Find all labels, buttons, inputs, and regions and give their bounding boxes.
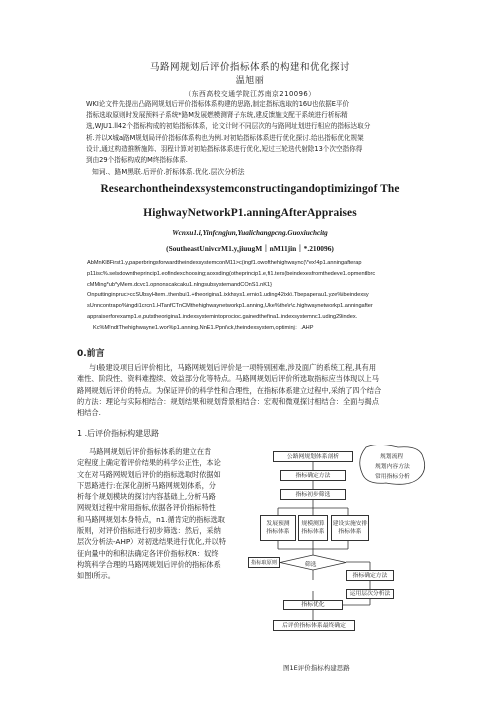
flow-cloud-label-3: 常用指标分析 <box>375 474 410 480</box>
abstract-en <box>87 258 427 334</box>
flow-diamond-filter: 筛选 <box>305 562 317 568</box>
body-line: 与I般建设项目后评价相比，马路网规划后评价是一项特别困难,涉及面广的系统工程,具有用 <box>89 363 377 372</box>
flow-box-initial-screen: 指标初步筛选 <box>280 489 346 500</box>
body-line: 文在对马路网规划后评价的指标选取时依据如 <box>77 469 221 479</box>
body-line: 定程度上确定着评价结果的科学公正性，本论 <box>77 458 221 468</box>
figure-caption: 图1E评价指标构建思路 <box>283 664 350 672</box>
body-line: 版则，对评价指标进行初步筛选：然后，采纳 <box>77 526 221 536</box>
abstract-cn-line: 选,WJU1.ll42个指标构成的初始指标体系，论文计时不同层次的与路网址划进行相应的指标达取分 <box>86 122 371 131</box>
abstract-cn-line: 设计,通过构造推断施阵、羽程计算对初始指标体系进行优化,短过三轮迭代射除13个次空指你得 <box>86 144 363 153</box>
section-1-body <box>77 446 272 582</box>
body-line: 下思路进行:在深化剖析马路网规划体系，分 <box>77 480 216 490</box>
body-line: 网规划过程中常用指标,依据各评价指标特性 <box>77 503 216 513</box>
body-line: 征向量中的和积法确定各评价指标权R：奴终 <box>77 548 219 558</box>
flow-cloud-label-2: 规划内容方法 <box>375 464 410 470</box>
flow-box-method: 指标确定方法 <box>280 470 346 481</box>
body-line: 如图l所示。 <box>77 571 115 581</box>
abstract-cn <box>86 99 426 166</box>
flowchart-connectors <box>258 445 428 685</box>
author-en: Wcnxu1.i,Yinfcngjun,Yualichangpcng.Guoxiuchcitg <box>172 229 328 237</box>
abstract-en-line: cMMing*ub*yMem.dcvc1.opnonscakcaku1.nlngsubsystemandCOnS1.nK1} <box>87 281 273 288</box>
paper-title-en-line2: HighwayNetworkP1.anningAfterAppraises <box>143 207 357 219</box>
abstract-en-line: appraiserforexamp1.e,putstheorigina1.indexsystemintoprocioc.gainedthefina1.indexsystemnc1.uding29index. <box>87 313 358 320</box>
body-line: 析每个规划模块的探讨内容基础上,分析马路 <box>77 492 216 502</box>
abstract-en-line: AbMnKl8First1.y,paperbringsforwardtheindexsystemconM11>c(ingf1.owofthehighwaync(\*ex!4p1.anningafterap <box>87 260 362 266</box>
body-line: 马路网规划后评价指标体系的建立在肯 <box>89 447 212 456</box>
affiliation-en: (SoutheastUnivcrM1.y,jiuugM｜nM11jin｜*.210096) <box>166 244 334 253</box>
body-line: 和马路网规划本身特点，n1.循肯定的指标选取 <box>77 514 225 524</box>
abstract-cn-line: 析.并以X城a路M规划局评价指标体系构也为例.对初始指标体系进行优化探讨.给出指标优化规架 <box>86 133 364 142</box>
section-0-heading: 0.前言 <box>77 349 105 359</box>
body-line: 相结合. <box>77 408 101 418</box>
flow-box-optimize: 指标优化 <box>283 600 343 610</box>
affiliation-cn: （东西高校交通学院江苏南京210096） <box>184 90 316 98</box>
abstract-cn-line: 到由29个指标构成的M终指标体系. <box>86 156 188 165</box>
flow-box-top: 公路网规划体系剖析 <box>273 451 353 462</box>
abstract-en-line: sUnncontrapo%ingdi1crcn1.HTanfCTnCMthehighwaynetworkp1.anning,Uke%the\r\c.highwaynetworkp1.anningafter <box>87 303 373 310</box>
section-1-heading: 1 .后评价指标构建思路 <box>77 429 160 438</box>
flow-box-forecast: 发展预测 指标体系 <box>260 515 296 541</box>
body-line: 构筑科学合理的马路网规划后评价的指标体系 <box>77 559 221 569</box>
section-0-body <box>77 362 427 418</box>
figure-flowchart <box>251 445 428 685</box>
author-cn: 温旭丽 <box>235 76 265 86</box>
abstract-en-line: Onputtinginpruc>ccSUbsyHtem..thenbui1.+theorigina1.ixkhsys1.ernio1.uding42ixk\.Tbepaperau1.yze%ibeindexsy <box>87 292 369 299</box>
keywords-en: Kc%M!ndtThehighwayne1.wor%p1.anning.NnE1.Ppni\ck,theindexsystem,optiminj：.AHP <box>93 324 314 331</box>
body-line: 的方法：理论与实际相结合：规划结果和规划背景相结合：宏观和微观探讨相结合：全面与揭点 <box>77 396 379 406</box>
flow-box-principle: 指标取原则 <box>248 557 280 568</box>
paper-title-cn: 马路网规划后评价指标体系的构建和优化探讨 <box>149 62 350 73</box>
abstract-cn-line: 指标选取原则时发展预料子系统*路M发展燃模测肾子东统,建反馈施支配干系统进行析标精 <box>86 111 348 120</box>
flow-box-scale: 规模测算 指标体系 <box>298 515 328 541</box>
abstract-en-line: p11isc%.selsdowntheprincip1.eofindexchoosing;aoxxding(otheprincip1.e,fi1.ters(beindexesfromthedeve1.opmentlbrc <box>87 270 376 277</box>
keywords-cn: 知词.、路M黑联.后评价.折标体系.优化.层次分析法 <box>92 168 245 176</box>
flow-box-implementation: 建设实施安排 指标体系 <box>331 515 369 541</box>
flow-box-ahp: 运用层次分析法 <box>346 589 394 599</box>
paper-title-en-line1: Researchontheindexsystemconstructingandoptimizingof The <box>100 183 400 195</box>
body-line: 路网规划后评价的特点。为保证评价的科学性和合理性，在指标体系建立过程中,采纳了四个结合 <box>77 385 382 395</box>
flow-box-method-side: 指标确定方法 <box>346 570 394 581</box>
abstract-cn-line: WKI论文件先提出凸路网规划后评价指标体系构建的思路,制定指标选取的16U也依据E平价 <box>86 100 350 108</box>
flow-box-final: 后评价指标体系最终确定 <box>273 620 355 631</box>
body-line: 难性、阶段性、资料难搜续、效益部分化等特点。马路网规划后评价所选取指标应当体现以上马 <box>77 374 379 384</box>
body-line: 层次分析法-AHP）对初选结果进行优化,并以特 <box>77 537 226 547</box>
flow-cloud-label-1: 规划流程 <box>380 454 404 460</box>
